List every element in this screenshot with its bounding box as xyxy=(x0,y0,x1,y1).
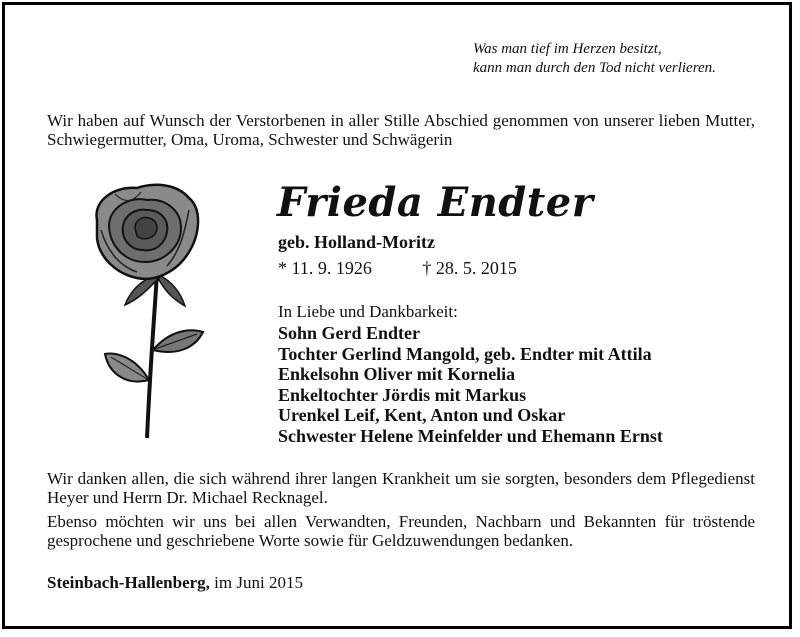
rose-icon xyxy=(85,180,205,442)
family-member: Urenkel Leif, Kent, Anton und Oskar xyxy=(278,405,566,425)
family-member: Schwester Helene Meinfelder und Ehemann Ernst xyxy=(278,425,663,446)
family-member: Sohn Gerd Endter xyxy=(278,323,421,343)
birth-date: * 11. 9. 1926 xyxy=(278,258,372,278)
family-member: Tochter Gerlind Mangold, geb. Endter mit Attila xyxy=(278,343,652,364)
thanks-paragraph-2: Ebenso möchten wir uns bei allen Verwandten, Freunden, Nachbarn und Bekannten für tröstende gesprochene und geschriebene Worte sowie für Geldzuwendungen bedanken. xyxy=(47,512,755,550)
signature-date: im Juni 2015 xyxy=(209,573,303,592)
death-date: † 28. 5. 2015 xyxy=(422,258,517,278)
intro-text: Wir haben auf Wunsch der Verstorbenen in aller Stille Abschied genommen von unserer lieben Mutter, Schwiegermutter, Oma, Uroma, Schwester und Schwägerin xyxy=(47,111,755,149)
deceased-name: Frieda Endter xyxy=(277,179,594,226)
born-name: geb. Holland-Moritz xyxy=(278,232,435,252)
motto-line-2: kann man durch den Tod nicht verlieren. xyxy=(473,60,716,76)
family-member: Enkelsohn Oliver mit Kornelia xyxy=(278,364,516,384)
thanks-paragraph-1: Wir danken allen, die sich während ihrer langen Krankheit um sie sorgten, besonders dem Pflegedienst Heyer und Herrn Dr. Michael Recknagel. xyxy=(47,469,755,507)
family-list xyxy=(278,323,663,446)
motto-quote xyxy=(473,40,716,78)
motto-line-1: Was man tief im Herzen besitzt, xyxy=(473,41,662,57)
family-member: Enkeltochter Jördis mit Markus xyxy=(278,384,527,405)
signature-place: Steinbach-Hallenberg, xyxy=(47,573,210,592)
thanks-intro: In Liebe und Dankbarkeit: xyxy=(278,302,458,321)
signature-line xyxy=(47,573,303,593)
life-dates xyxy=(278,258,517,279)
